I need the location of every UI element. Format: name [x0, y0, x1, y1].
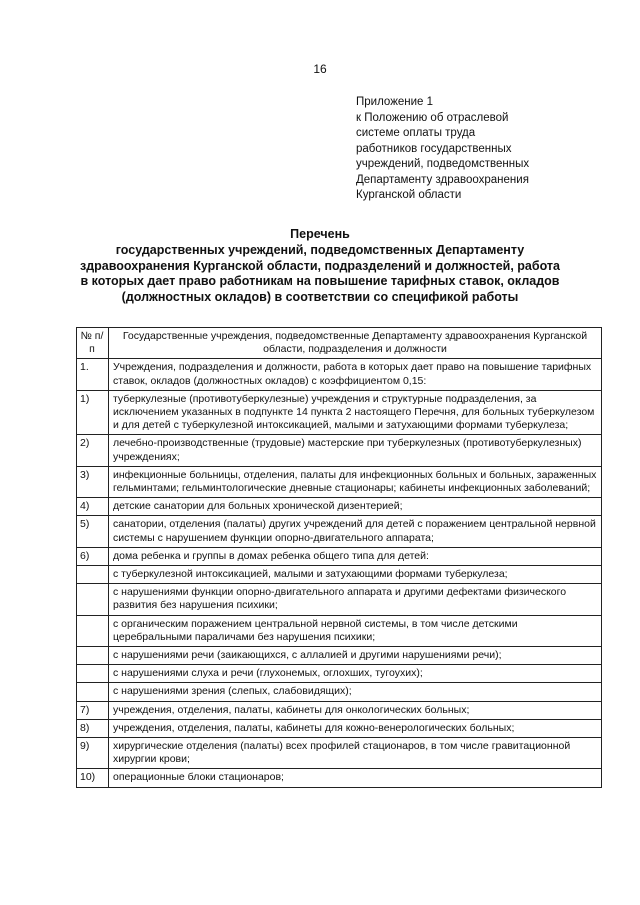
row-text: детские санатории для больных хронической дизентерией;: [109, 498, 602, 516]
row-text: с нарушениями функции опорно-двигательного аппарата и другими дефектами физического развития без нарушения психики;: [109, 584, 602, 615]
title-line: в которых дает право работникам на повышение тарифных ставок, окладов: [80, 274, 560, 289]
row-num: 9): [77, 738, 109, 769]
row-num: 1.: [77, 359, 109, 390]
row-text: лечебно-производственные (трудовые) мастерские при туберкулезных (противотуберкулезных) учреждениях;: [109, 435, 602, 466]
row-text: учреждения, отделения, палаты, кабинеты для кожно-венерологических больных;: [109, 719, 602, 737]
appendix-line: Приложение 1: [356, 96, 434, 108]
page-number: 16: [313, 62, 327, 76]
row-num: 4): [77, 498, 109, 516]
row-num: 8): [77, 719, 109, 737]
row-num: [77, 584, 109, 615]
title-line: Перечень: [290, 227, 350, 241]
table-row: [77, 516, 602, 547]
appendix-line: Курганской области: [356, 189, 462, 201]
row-num: 7): [77, 701, 109, 719]
table-row: [77, 498, 602, 516]
row-text: с туберкулезной интоксикацией, малыми и затухающими формами туберкулеза;: [109, 566, 602, 584]
appendix-line: учреждений, подведомственных: [356, 158, 530, 170]
row-num: [77, 566, 109, 584]
table-row: [77, 435, 602, 466]
row-num: [77, 665, 109, 683]
row-num: 5): [77, 516, 109, 547]
table-row: [77, 566, 602, 584]
row-text: туберкулезные (противотуберкулезные) учреждения и структурные подразделения, за исключением указанных в подпункте 14 пункта 2 настоящего Перечня, для больных туберкулезом и для детей с туберкулезной интоксикацией, малыми и затухающими формами туберкулеза;: [109, 390, 602, 435]
appendix-line: к Положению об отраслевой: [356, 111, 509, 124]
row-num: 1): [77, 390, 109, 435]
table-row: [77, 584, 602, 615]
row-num: 2): [77, 435, 109, 466]
row-text: дома ребенка и группы в домах ребенка общего типа для детей:: [109, 547, 602, 565]
row-num: [77, 683, 109, 701]
document-title: [70, 227, 570, 306]
row-num: [77, 615, 109, 646]
table-row: [77, 683, 602, 701]
table-row: [77, 701, 602, 719]
row-num: [77, 647, 109, 665]
row-num: 3): [77, 466, 109, 497]
row-text: хирургические отделения (палаты) всех профилей стационаров, в том числе гравитационной хирургии крови;: [109, 738, 602, 769]
table-row: [77, 466, 602, 497]
row-num: 10): [77, 769, 109, 787]
row-text: Учреждения, подразделения и должности, работа в которых дает право на повышение тарифных ставок, окладов (должностных окладов) с коэффициентом 0,15:: [109, 359, 602, 390]
row-num: 6): [77, 547, 109, 565]
table-row: [77, 547, 602, 565]
appendix-line: Департаменту здравоохранения: [356, 173, 529, 186]
row-text: инфекционные больницы, отделения, палаты для инфекционных больных и больных, зараженных гельминтами; гельминтологические дневные стационары; кабинеты инфекционных заболеваний;: [109, 466, 602, 497]
table-header-row: [77, 328, 602, 359]
table-row: [77, 359, 602, 390]
row-text: с нарушениями зрения (слепых, слабовидящих);: [109, 683, 602, 701]
row-text: с нарушениями слуха и речи (глухонемых, оглохших, тугоухих);: [109, 665, 602, 683]
institutions-table: [76, 327, 602, 788]
header-num: № п/п: [77, 328, 109, 359]
table-row: [77, 738, 602, 769]
row-text: операционные блоки стационаров;: [109, 769, 602, 787]
appendix-block: [356, 95, 596, 204]
table-row: [77, 665, 602, 683]
title-line: здравоохранения Курганской области, подразделений и должностей, работа: [79, 258, 560, 273]
title-line: (должностных окладов) в соответствии со спецификой работы: [121, 290, 519, 305]
title-line: государственных учреждений, подведомственных Департаменту: [115, 242, 525, 257]
table-row: [77, 769, 602, 787]
table-row: [77, 647, 602, 665]
table-row: [77, 615, 602, 646]
header-text: Государственные учреждения, подведомственные Департаменту здравоохранения Курганской области, подразделения и должности: [109, 328, 602, 359]
row-text: с органическим поражением центральной нервной системы, в том числе детскими церебральными параличами без нарушения психики;: [109, 615, 602, 646]
row-text: санатории, отделения (палаты) других учреждений для детей с поражением центральной нервной системы с нарушением функции опорно-двигательного аппарата;: [109, 516, 602, 547]
table-row: [77, 390, 602, 435]
appendix-line: работников государственных: [356, 142, 512, 155]
appendix-line: системе оплаты труда: [356, 127, 476, 139]
row-text: учреждения, отделения, палаты, кабинеты для онкологических больных;: [109, 701, 602, 719]
row-text: с нарушениями речи (заикающихся, с аллалией и другими нарушениями речи);: [109, 647, 602, 665]
table-row: [77, 719, 602, 737]
